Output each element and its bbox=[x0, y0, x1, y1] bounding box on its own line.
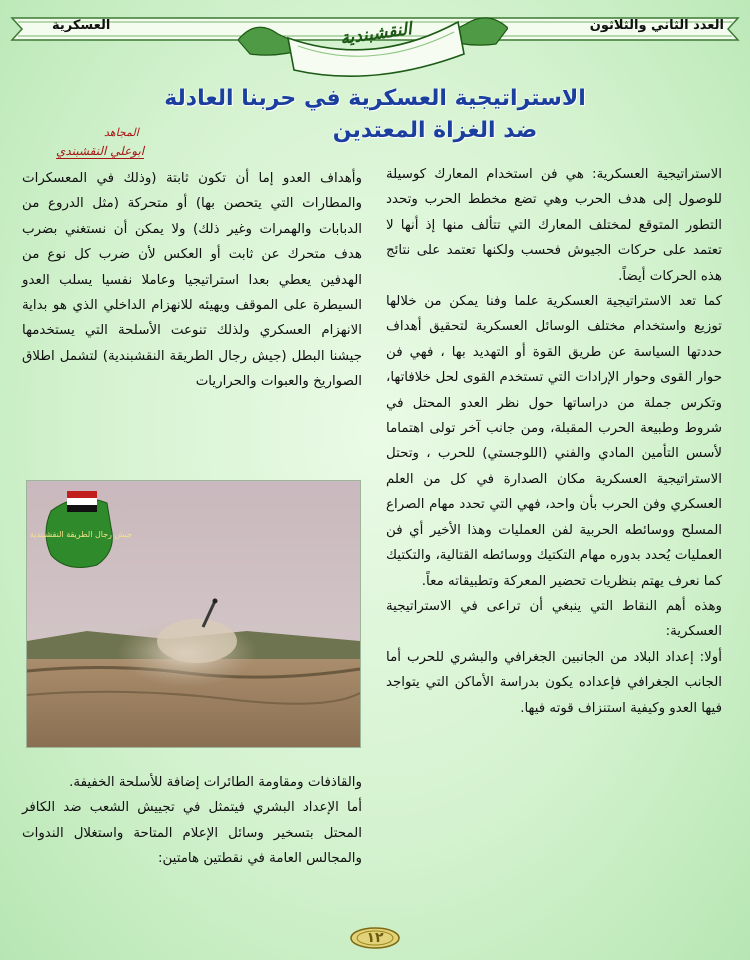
paragraph: أولا: إعداد البلاد من الجانبين الجغرافي والبشري للحرب أما الجانب الجغرافي فإعداده يكون بدراسة الأماكن التي يتواجد فيها العدو وكيفية استنزاف قوته فيها. bbox=[386, 649, 722, 716]
article-column-left-top bbox=[22, 166, 362, 395]
article-photo bbox=[26, 480, 361, 748]
author-label: المجاهد bbox=[104, 126, 139, 139]
issue-number: العدد الثاني والثلاثون bbox=[589, 18, 724, 33]
article-column-left-bottom bbox=[22, 770, 362, 872]
article-column-right bbox=[386, 162, 722, 721]
paragraph: وهذه أهم النقاط التي ينبغي أن تراعى في الاستراتيجية العسكرية: bbox=[386, 598, 722, 640]
article-title-line-1: الاستراتيجية العسكرية في حربنا العادلة bbox=[164, 86, 586, 111]
paragraph: أما الإعداد البشري فيتمثل في تجييش الشعب ضد الكافر المحتل بتسخير وسائل الإعلام المتاحة واستغلال الندوات والمجالس العامة في نقطتين هامتين: bbox=[22, 800, 362, 867]
section-name: العسكرية bbox=[52, 18, 111, 33]
paragraph: كما تعد الاستراتيجية العسكرية علما وفنا يمكن من خلالها توزيع واستخدام مختلف الوسائل العسكرية لتحقيق أهداف حددتها السياسة عن طريق القوة أو التهديد بها ، فهي فن حوار القوى وحوار الإرادات التي تستخدم القوى لحل خلافاتها، وتكرس جملة من دراساتها حول نظر العدو المحتل في شروط وطبيعة الحرب المقبلة، ومن جانب آخر تولى اهتماما لأسس التأمين المادي والفني (اللوجستي) للحرب ، وتحتل الاستراتيجية العسكرية مكان الصدارة في كل من العلم العسكري وفن الحرب بأن واحد، فهي التي تحدد مهام الصراع المسلح ووسائطه الحربية لفن العمليات وهذا الأخير أي فن العمليات يُحدد بدوره مهام التكتيك ووسائطه القتالية، والتكتيك كما نعرف يهتم بنظريات تحضير المعركة وتطبيقاته معاً. bbox=[386, 294, 722, 589]
paragraph: والقاذفات ومقاومة الطائرات إضافة للأسلحة الخفيفة. bbox=[69, 775, 362, 790]
masthead-title: النقشبندية bbox=[339, 19, 413, 49]
watermark-text: جيش رجال الطريقة النقشبندية bbox=[29, 530, 133, 539]
page-number: ١٢ bbox=[366, 930, 384, 946]
paragraph: الاستراتيجية العسكرية: هي فن استخدام المعارك كوسيلة للوصول إلى هدف الحرب وهي تضع مخطط الحرب وتحدد التطور المتوقع لمختلف المعارك التي تتألف منها إذ أنها لا تعتمد على حركات الجيوش فحسب ولكنها تعتمد على نتائج هذه الحركات أيضاً. bbox=[386, 167, 722, 284]
paragraph: وأهداف العدو إما أن تكون ثابتة (وذلك في المعسكرات والمطارات التي يتحصن بها) أو متحركة (مثل الدروع من الدبابات والهمرات وغير ذلك) ولا يمكن أن نستغني بضرب هدف متحرك عن ثابت أو العكس لأن ضرب كل نوع من الهدفين يعطي بعدا استراتيجيا وعاملا نفسيا يسلب العدو السيطرة على الموقف ويهيئه للانهزام الداخلي الذي هو بداية الانهزام العسكري ولذلك تنوعت الأسلحة التي يستخدمها جيشنا البطل (جيش رجال الطريقة النقشبندية) لتشمل اطلاق الصواريخ والعبوات والحراريات bbox=[22, 171, 362, 390]
author-name: ابوعلي النقشبندي bbox=[56, 144, 145, 158]
article-title-line-2: ضد الغزاة المعتدين bbox=[332, 118, 538, 143]
